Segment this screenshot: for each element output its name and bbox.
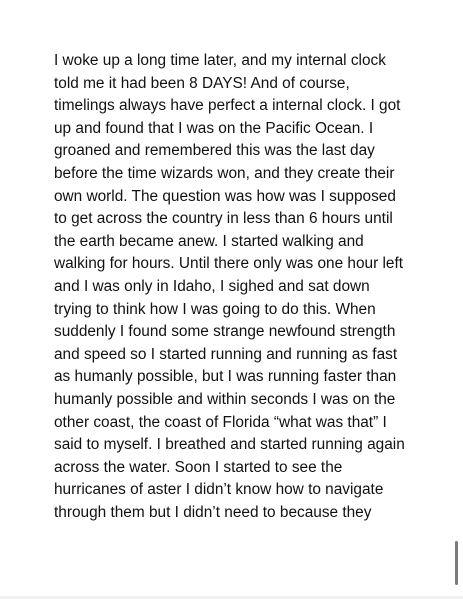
- text-line-1: I woke up a long time later, and my internal clock: [54, 52, 386, 69]
- vertical-scrollbar-thumb[interactable]: [455, 541, 458, 585]
- text-line-19: across the water. Soon I started to see the: [54, 458, 343, 476]
- text-line-17: other coast, the coast of Florida “what was that” I: [54, 413, 387, 431]
- text-line-3: timelings always have perfect a internal clock. I got: [54, 97, 401, 115]
- text-line-10: walking for hours. Until there only was one hour left: [54, 255, 404, 273]
- text-line-9: the earth became anew. I started walking and: [54, 232, 364, 250]
- text-line-2: told me it had been 8 DAYS! And of course,: [54, 74, 350, 92]
- text-line-13: suddenly I found some strange newfound strength: [54, 323, 396, 341]
- text-line-11: and I was only in Idaho, I sighed and sat down: [54, 277, 370, 295]
- text-line-20: hurricanes of aster I didn’t know how to navigate: [54, 481, 384, 499]
- text-line-15: as humanly possible, but I was running faster than: [54, 368, 397, 386]
- text-line-4: up and found that I was on the Pacific Ocean. I: [54, 119, 374, 137]
- text-line-5: groaned and remembered this was the last day: [54, 142, 375, 160]
- text-line-14: and speed so I started running and running as fast: [54, 345, 398, 363]
- text-line-12: trying to think how I was going to do this. When: [54, 300, 376, 318]
- text-line-7: own world. The question was how was I supposed: [54, 187, 396, 205]
- text-line-21: through them but I didn’t need to because they: [54, 503, 372, 521]
- story-text: [54, 50, 446, 524]
- text-line-18: said to myself. I breathed and started running again: [54, 436, 405, 454]
- text-line-8: to get across the country in less than 6 hours until: [54, 210, 393, 228]
- text-line-6: before the time wizards won, and they create their: [54, 164, 395, 182]
- text-line-16: humanly possible and within seconds I was on the: [54, 390, 396, 408]
